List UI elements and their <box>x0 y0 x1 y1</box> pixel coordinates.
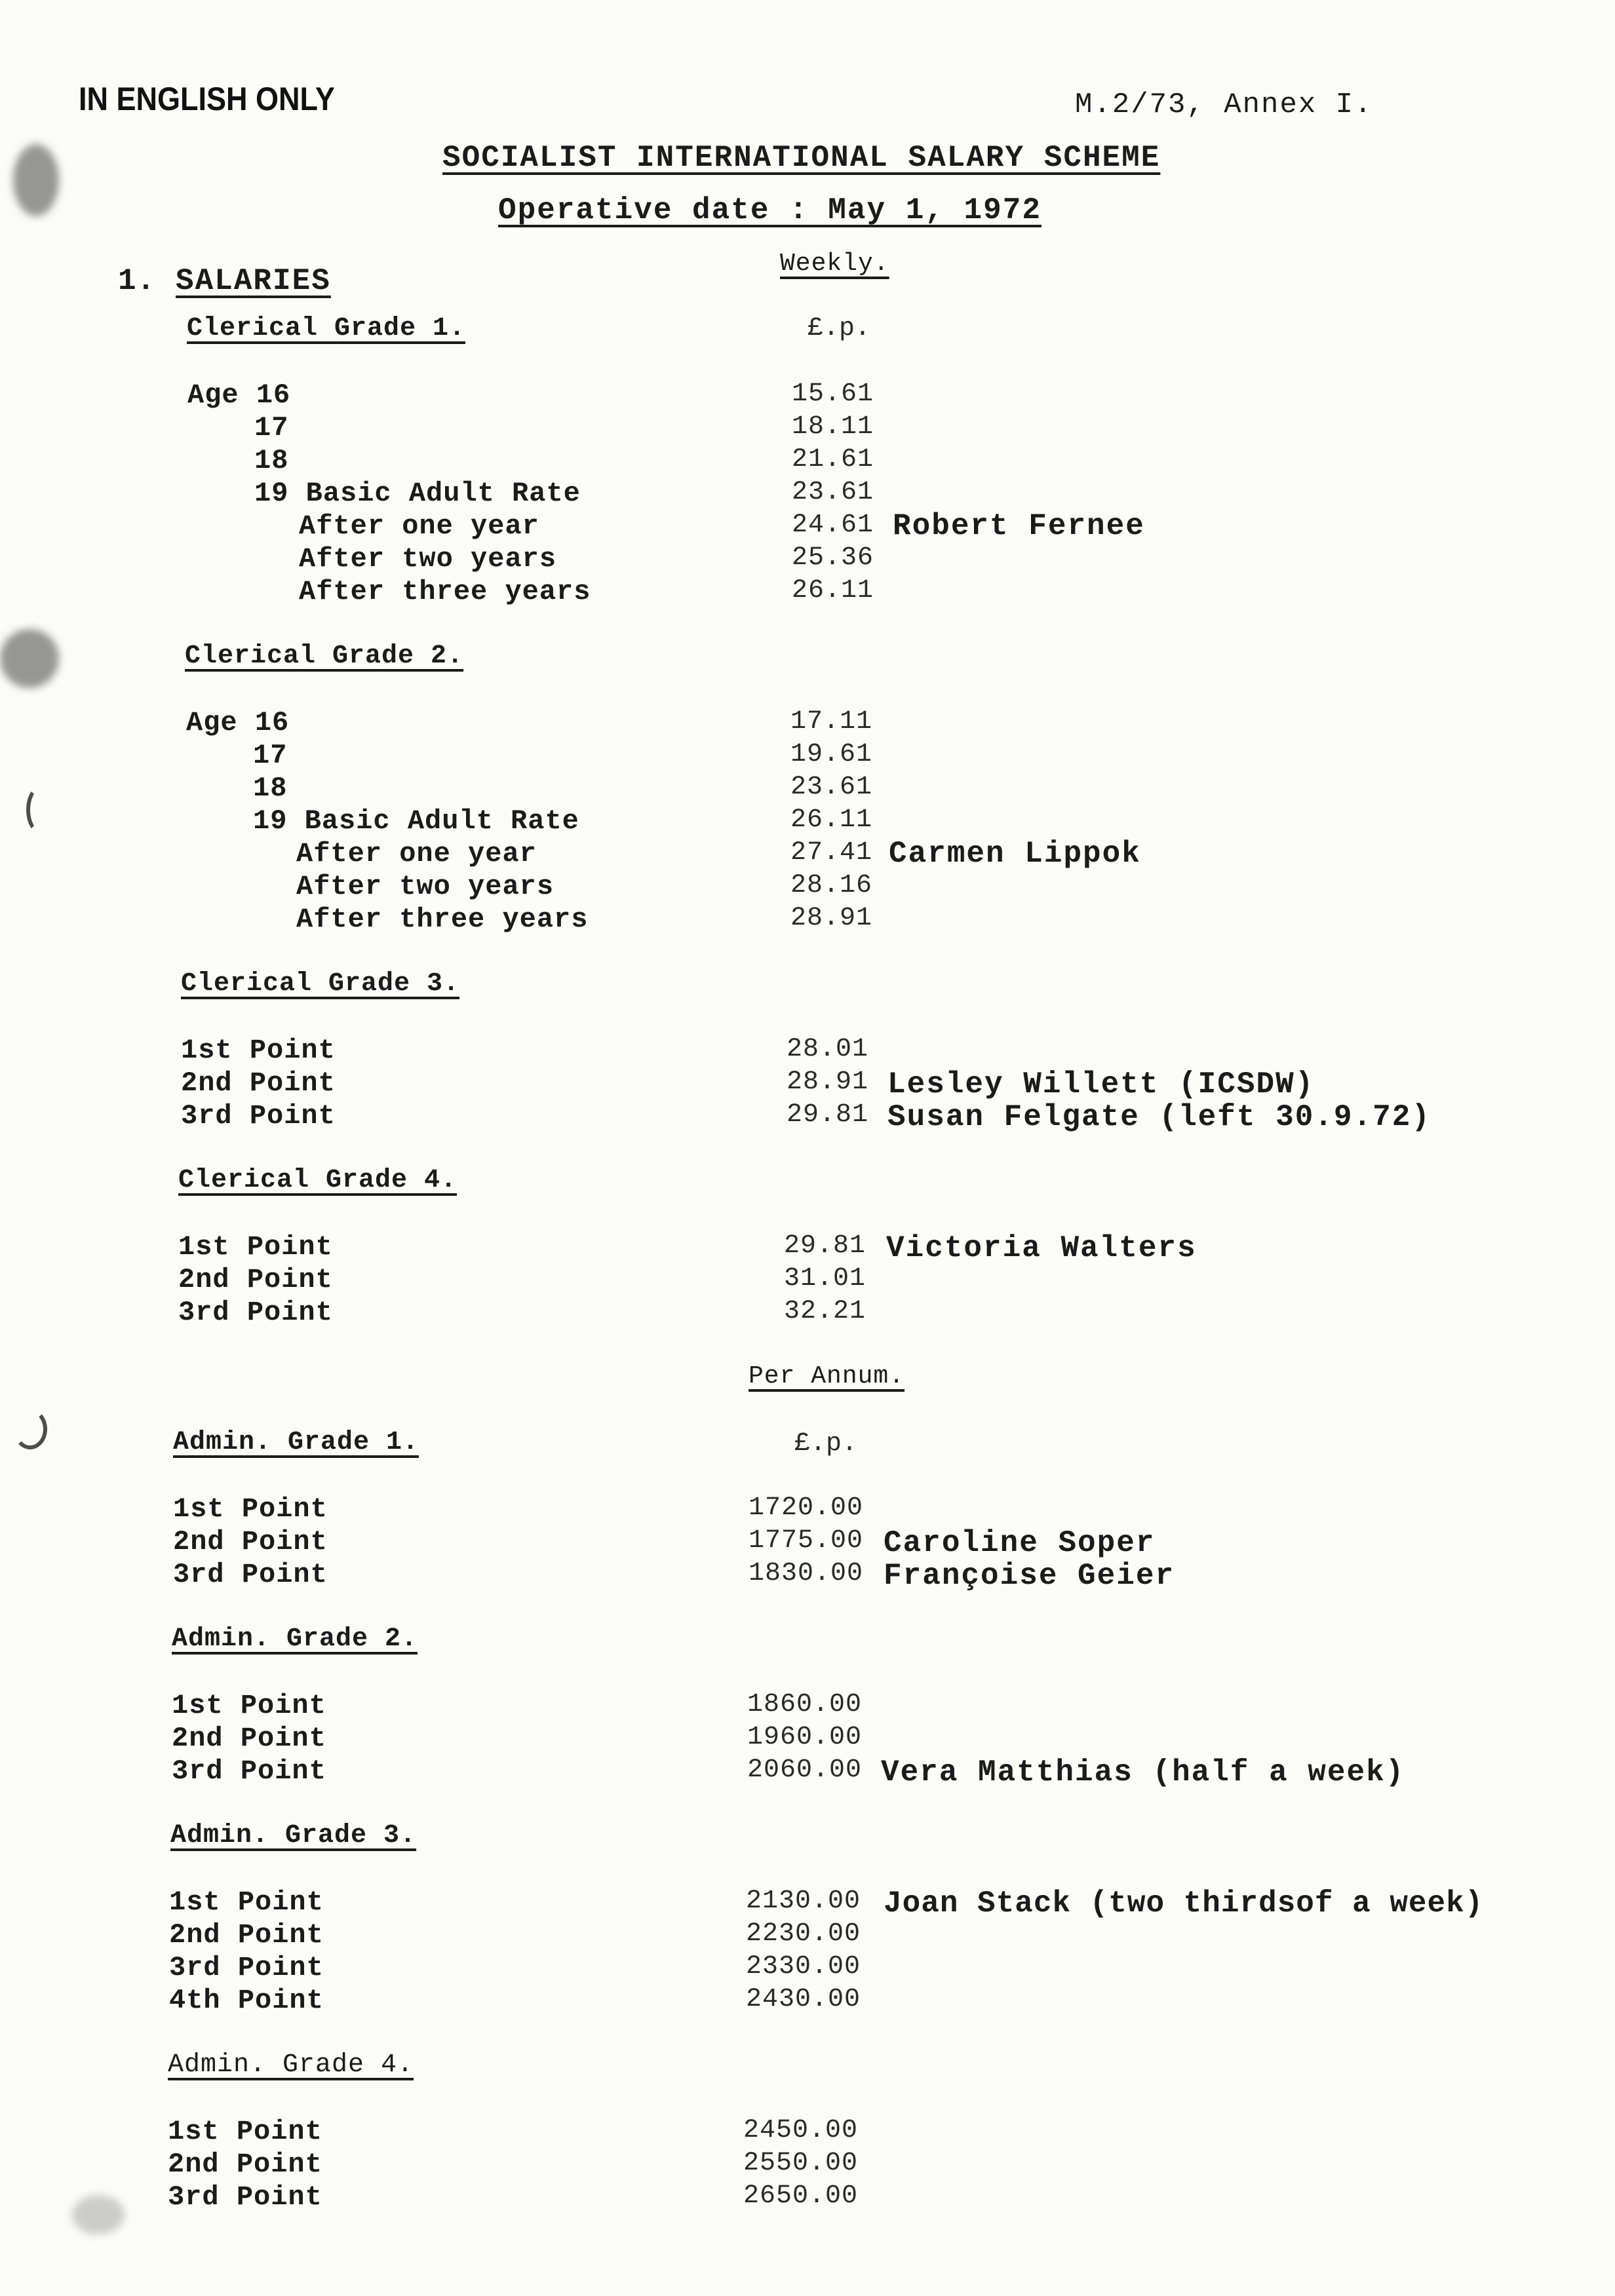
row-label: 3rd Point <box>178 1297 333 1328</box>
row-value: 31.01 <box>784 1264 866 1293</box>
row-label: Age 16 <box>186 707 290 738</box>
clerical-grade-2-heading: Clerical Grade 2. <box>185 641 464 671</box>
row-label: After one year <box>296 838 537 870</box>
row-value: 26.11 <box>792 576 874 605</box>
row-label: After two years <box>299 543 557 575</box>
employee-name: Susan Felgate (left 30.9.72) <box>887 1100 1431 1134</box>
row-value: 28.91 <box>787 1067 869 1097</box>
weekly-heading: Weekly. <box>780 250 889 278</box>
row-label: 18 <box>254 445 289 476</box>
weekly-currency: £.p. <box>808 314 871 343</box>
row-value: 1830.00 <box>749 1559 864 1588</box>
scan-smudge <box>72 2195 125 2234</box>
employee-name: Vera Matthias (half a week) <box>881 1755 1405 1789</box>
scan-smudge <box>13 144 59 216</box>
row-value: 26.11 <box>790 805 873 835</box>
employee-name: Joan Stack (two thirdsof a week) <box>884 1886 1484 1921</box>
row-label: 1st Point <box>173 1493 328 1525</box>
row-value: 23.61 <box>790 773 873 802</box>
employee-name: Françoise Geier <box>884 1559 1175 1593</box>
row-label: 1st Point <box>181 1035 336 1066</box>
clerical-grade-1-heading: Clerical Grade 1. <box>187 314 466 343</box>
row-label: 2nd Point <box>181 1067 336 1099</box>
row-value: 15.61 <box>792 379 874 409</box>
row-value: 21.61 <box>792 445 874 474</box>
employee-name: Robert Fernee <box>893 509 1145 543</box>
scan-speck <box>26 786 54 833</box>
row-label: 1st Point <box>178 1231 333 1263</box>
row-value: 2230.00 <box>746 1919 861 1949</box>
row-label: 19 Basic Adult Rate <box>253 805 579 837</box>
row-value: 19.61 <box>790 740 873 769</box>
row-label: 2nd Point <box>178 1264 333 1295</box>
row-value: 23.61 <box>792 478 874 507</box>
row-value: 24.61 <box>792 510 874 540</box>
row-label: 18 <box>253 773 288 804</box>
row-value: 29.81 <box>787 1100 869 1130</box>
row-value: 2550.00 <box>743 2149 859 2178</box>
row-value: 1720.00 <box>749 1493 864 1523</box>
row-label: 1st Point <box>172 1690 326 1721</box>
employee-name: Victoria Walters <box>886 1231 1197 1265</box>
clerical-grade-4-heading: Clerical Grade 4. <box>178 1166 457 1195</box>
row-label: 4th Point <box>169 1985 324 2016</box>
row-label: 3rd Point <box>173 1559 328 1590</box>
scan-smudge <box>0 629 59 688</box>
row-value: 27.41 <box>790 838 873 868</box>
section-number: 1. <box>118 264 156 298</box>
row-value: 18.11 <box>792 412 874 442</box>
row-label: 3rd Point <box>169 1952 324 1983</box>
section-title: SALARIES <box>176 264 331 298</box>
row-value: 28.91 <box>790 904 873 933</box>
row-value: 32.21 <box>784 1297 866 1326</box>
row-value: 28.01 <box>787 1035 869 1064</box>
document-reference: M.2/73, Annex I. <box>1075 88 1373 121</box>
per-annum-currency: £.p. <box>794 1429 858 1459</box>
row-label: 2nd Point <box>169 1919 324 1951</box>
row-label: After three years <box>299 576 591 607</box>
scan-speck <box>13 1409 47 1449</box>
row-value: 17.11 <box>790 707 873 737</box>
row-label: After one year <box>299 510 539 542</box>
row-label: After three years <box>296 904 589 935</box>
row-value: 1775.00 <box>749 1526 864 1556</box>
employee-name: Caroline Soper <box>884 1526 1156 1560</box>
admin-grade-3-heading: Admin. Grade 3. <box>170 1821 417 1850</box>
row-value: 1860.00 <box>747 1690 863 1719</box>
row-label: 3rd Point <box>181 1100 336 1132</box>
admin-grade-2-heading: Admin. Grade 2. <box>172 1624 418 1654</box>
row-value: 2450.00 <box>743 2116 859 2145</box>
row-value: 1960.00 <box>747 1723 863 1752</box>
row-value: 25.36 <box>792 543 874 573</box>
row-label: 3rd Point <box>168 2181 322 2213</box>
row-value: 2330.00 <box>746 1952 861 1981</box>
row-value: 2430.00 <box>746 1985 861 2014</box>
row-label: 3rd Point <box>172 1755 326 1787</box>
employee-name: Lesley Willett (ICSDW) <box>887 1067 1315 1101</box>
row-label: 2nd Point <box>172 1723 326 1754</box>
row-label: Age 16 <box>187 379 291 411</box>
row-value: 28.16 <box>790 871 873 900</box>
admin-grade-1-heading: Admin. Grade 1. <box>173 1428 419 1457</box>
operative-date: Operative date : May 1, 1972 <box>498 193 1041 227</box>
row-label: 1st Point <box>169 1886 324 1918</box>
row-label: 17 <box>254 412 289 444</box>
language-stamp: IN ENGLISH ONLY <box>79 81 335 117</box>
admin-grade-4-heading: Admin. Grade 4. <box>168 2050 414 2080</box>
row-value: 2060.00 <box>747 1755 863 1785</box>
per-annum-heading: Per Annum. <box>749 1362 905 1390</box>
row-label: 17 <box>253 740 288 771</box>
page-title: SOCIALIST INTERNATIONAL SALARY SCHEME <box>442 141 1161 175</box>
row-value: 2130.00 <box>746 1886 861 1916</box>
row-label: 2nd Point <box>168 2149 322 2180</box>
row-label: 1st Point <box>168 2116 322 2147</box>
row-label: 19 Basic Adult Rate <box>254 478 581 509</box>
row-label: 2nd Point <box>173 1526 328 1558</box>
employee-name: Carmen Lippok <box>889 837 1141 871</box>
clerical-grade-3-heading: Clerical Grade 3. <box>181 969 460 999</box>
row-value: 29.81 <box>784 1231 866 1261</box>
row-label: After two years <box>296 871 555 902</box>
row-value: 2650.00 <box>743 2181 859 2211</box>
